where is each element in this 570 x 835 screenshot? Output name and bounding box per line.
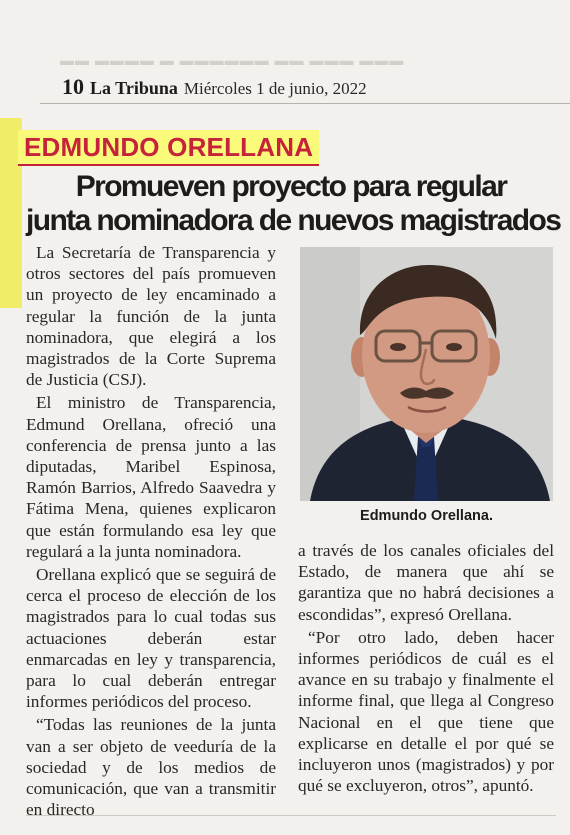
article-paragraph: a través de los canales oficiales del Estado, de manera que ahí se garantiza que no habrá decisiones a escondidas”, expresó Orellana. [298,541,554,624]
article-paragraph: La Secretaría de Transparencia y otros sectores del país promueven un proyecto de ley encaminado a regular la función de la junta nominadora, que elegirá a los magistrados de la Corte Suprema de Justicia (CSJ). [26,243,276,390]
portrait-illustration [300,247,553,501]
photo-caption: Edmundo Orellana. [360,508,493,524]
page-header [62,74,367,102]
kicker: EDMUNDO ORELLANA [18,130,319,166]
bottom-rule [26,815,556,816]
portrait-photo [300,247,553,501]
bleed-through-text: ▬▬ ▬▬▬▬ ▬ ▬▬▬▬▬▬ ▬▬ ▬▬▬ ▬▬▬ [60,52,405,68]
headline-line: Promueven proyecto para regular [75,170,507,203]
article-paragraph: “Todas las reuniones de la junta van a ser objeto de veeduría de la sociedad y de los medios de comunicación, que van a transmitir en directo [26,715,276,820]
header-rule [40,103,570,104]
newspaper-name: La Tribuna [90,78,178,98]
page-number: 10 [62,74,84,99]
article-paragraph: El ministro de Transparencia, Edmund Orellana, ofreció una conferencia de prensa junto a las diputadas, Maribel Espinosa, Ramón Barrios, Alfredo Saavedra y Fátima Mena, quienes explicaron que están formulando esa ley que regulará a la junta nominadora. [26,393,276,561]
article-paragraph: Orellana explicó que se seguirá de cerca el proceso de elección de los magistrados para lo cual todas sus actuaciones deberán estar enmarcadas en ley y transparencia, para lo cual deberán entregar informes periódicos del proceso. [26,565,276,712]
article-paragraph: “Por otro lado, deben hacer informes periódicos de cuál es el avance en su trabajo y finalmente el informe final, que llega al Congreso Nacional en el que tiene que explicarse en detalle el por qué se incluyeron unos (magistrados) y por qué se excluyeron, otros”, apuntó. [298,627,554,796]
headline-line: junta nominadora de nuevos magistrados [26,204,561,237]
article-column-left [26,242,276,820]
issue-date: Miércoles 1 de junio, 2022 [183,79,367,98]
headline [26,170,561,238]
article-column-right [298,540,554,810]
